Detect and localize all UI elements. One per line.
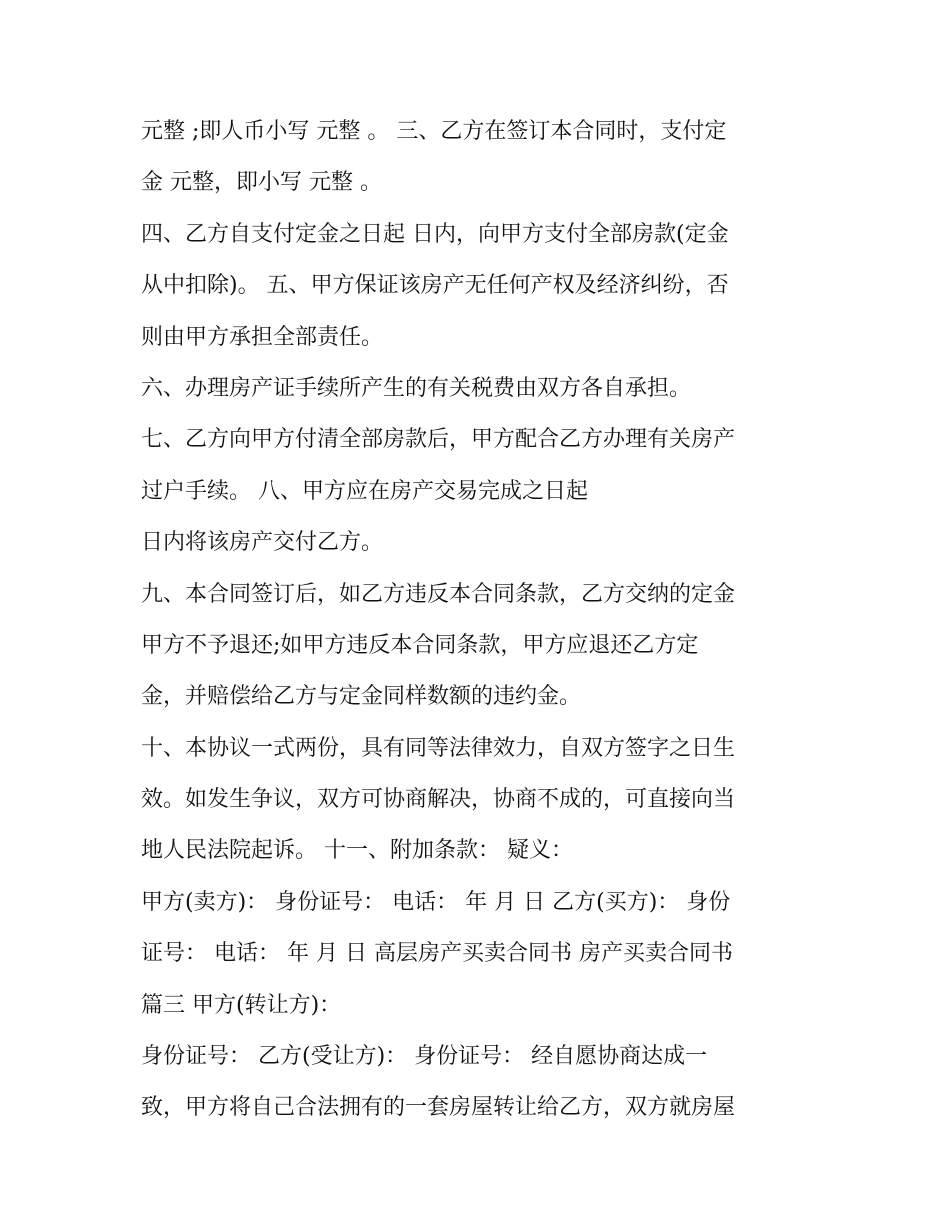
text-line: 身份证号： 乙方(受让方)： 身份证号： 经自愿协商达成一 [141, 1044, 708, 1070]
text-line: 从中扣除)。 五、甲方保证该房产无任何产权及经济纠纷，否 [141, 273, 729, 299]
text-line: 篇三 甲方(转让方)： [141, 992, 342, 1018]
text-line: 元整 ;即人币小写 元整 。 三、乙方在签订本合同时，支付定 [141, 119, 727, 144]
text-line: 九、本合同签订后，如乙方违反本合同条款，乙方交纳的定金 [141, 581, 736, 607]
text-line: 则由甲方承担全部责任。 [141, 324, 384, 350]
text-line: 金 元整，即小写 元整 。 [141, 170, 382, 196]
text-line: 甲方(卖方)： 身份证号： 电话： 年 月 日 乙方(买方)： 身份 [141, 889, 731, 915]
text-line: 致，甲方将自己合法拥有的一套房屋转让给乙方，双方就房屋 [141, 1095, 736, 1121]
text-line: 七、乙方向甲方付清全部房款后，甲方配合乙方办理有关房产 [141, 427, 736, 453]
text-line: 六、办理房产证手续所产生的有关税费由双方各自承担。 [141, 375, 692, 401]
text-line: 日内将该房产交付乙方。 [141, 530, 384, 556]
contract-body-text [141, 106, 821, 1134]
text-line: 十、本协议一式两份，具有同等法律效力，自双方签字之日生 [141, 735, 736, 761]
text-line: 地人民法院起诉。 十一、附加条款： 疑义： [141, 838, 573, 864]
text-line: 效。如发生争议，双方可协商解决，协商不成的，可直接向当 [141, 787, 736, 813]
text-line: 过户手续。 八、甲方应在房产交易完成之日起 [141, 478, 588, 504]
text-line: 四、乙方自支付定金之日起 日内，向甲方支付全部房款(定金 [141, 221, 729, 247]
text-line: 证号： 电话： 年 月 日 高层房产买卖合同书 房产买卖合同书 [141, 941, 733, 967]
text-line: 甲方不予退还;如甲方违反本合同条款，甲方应退还乙方定 [141, 632, 699, 658]
text-line: 金，并赔偿给乙方与定金同样数额的违约金。 [141, 684, 582, 710]
